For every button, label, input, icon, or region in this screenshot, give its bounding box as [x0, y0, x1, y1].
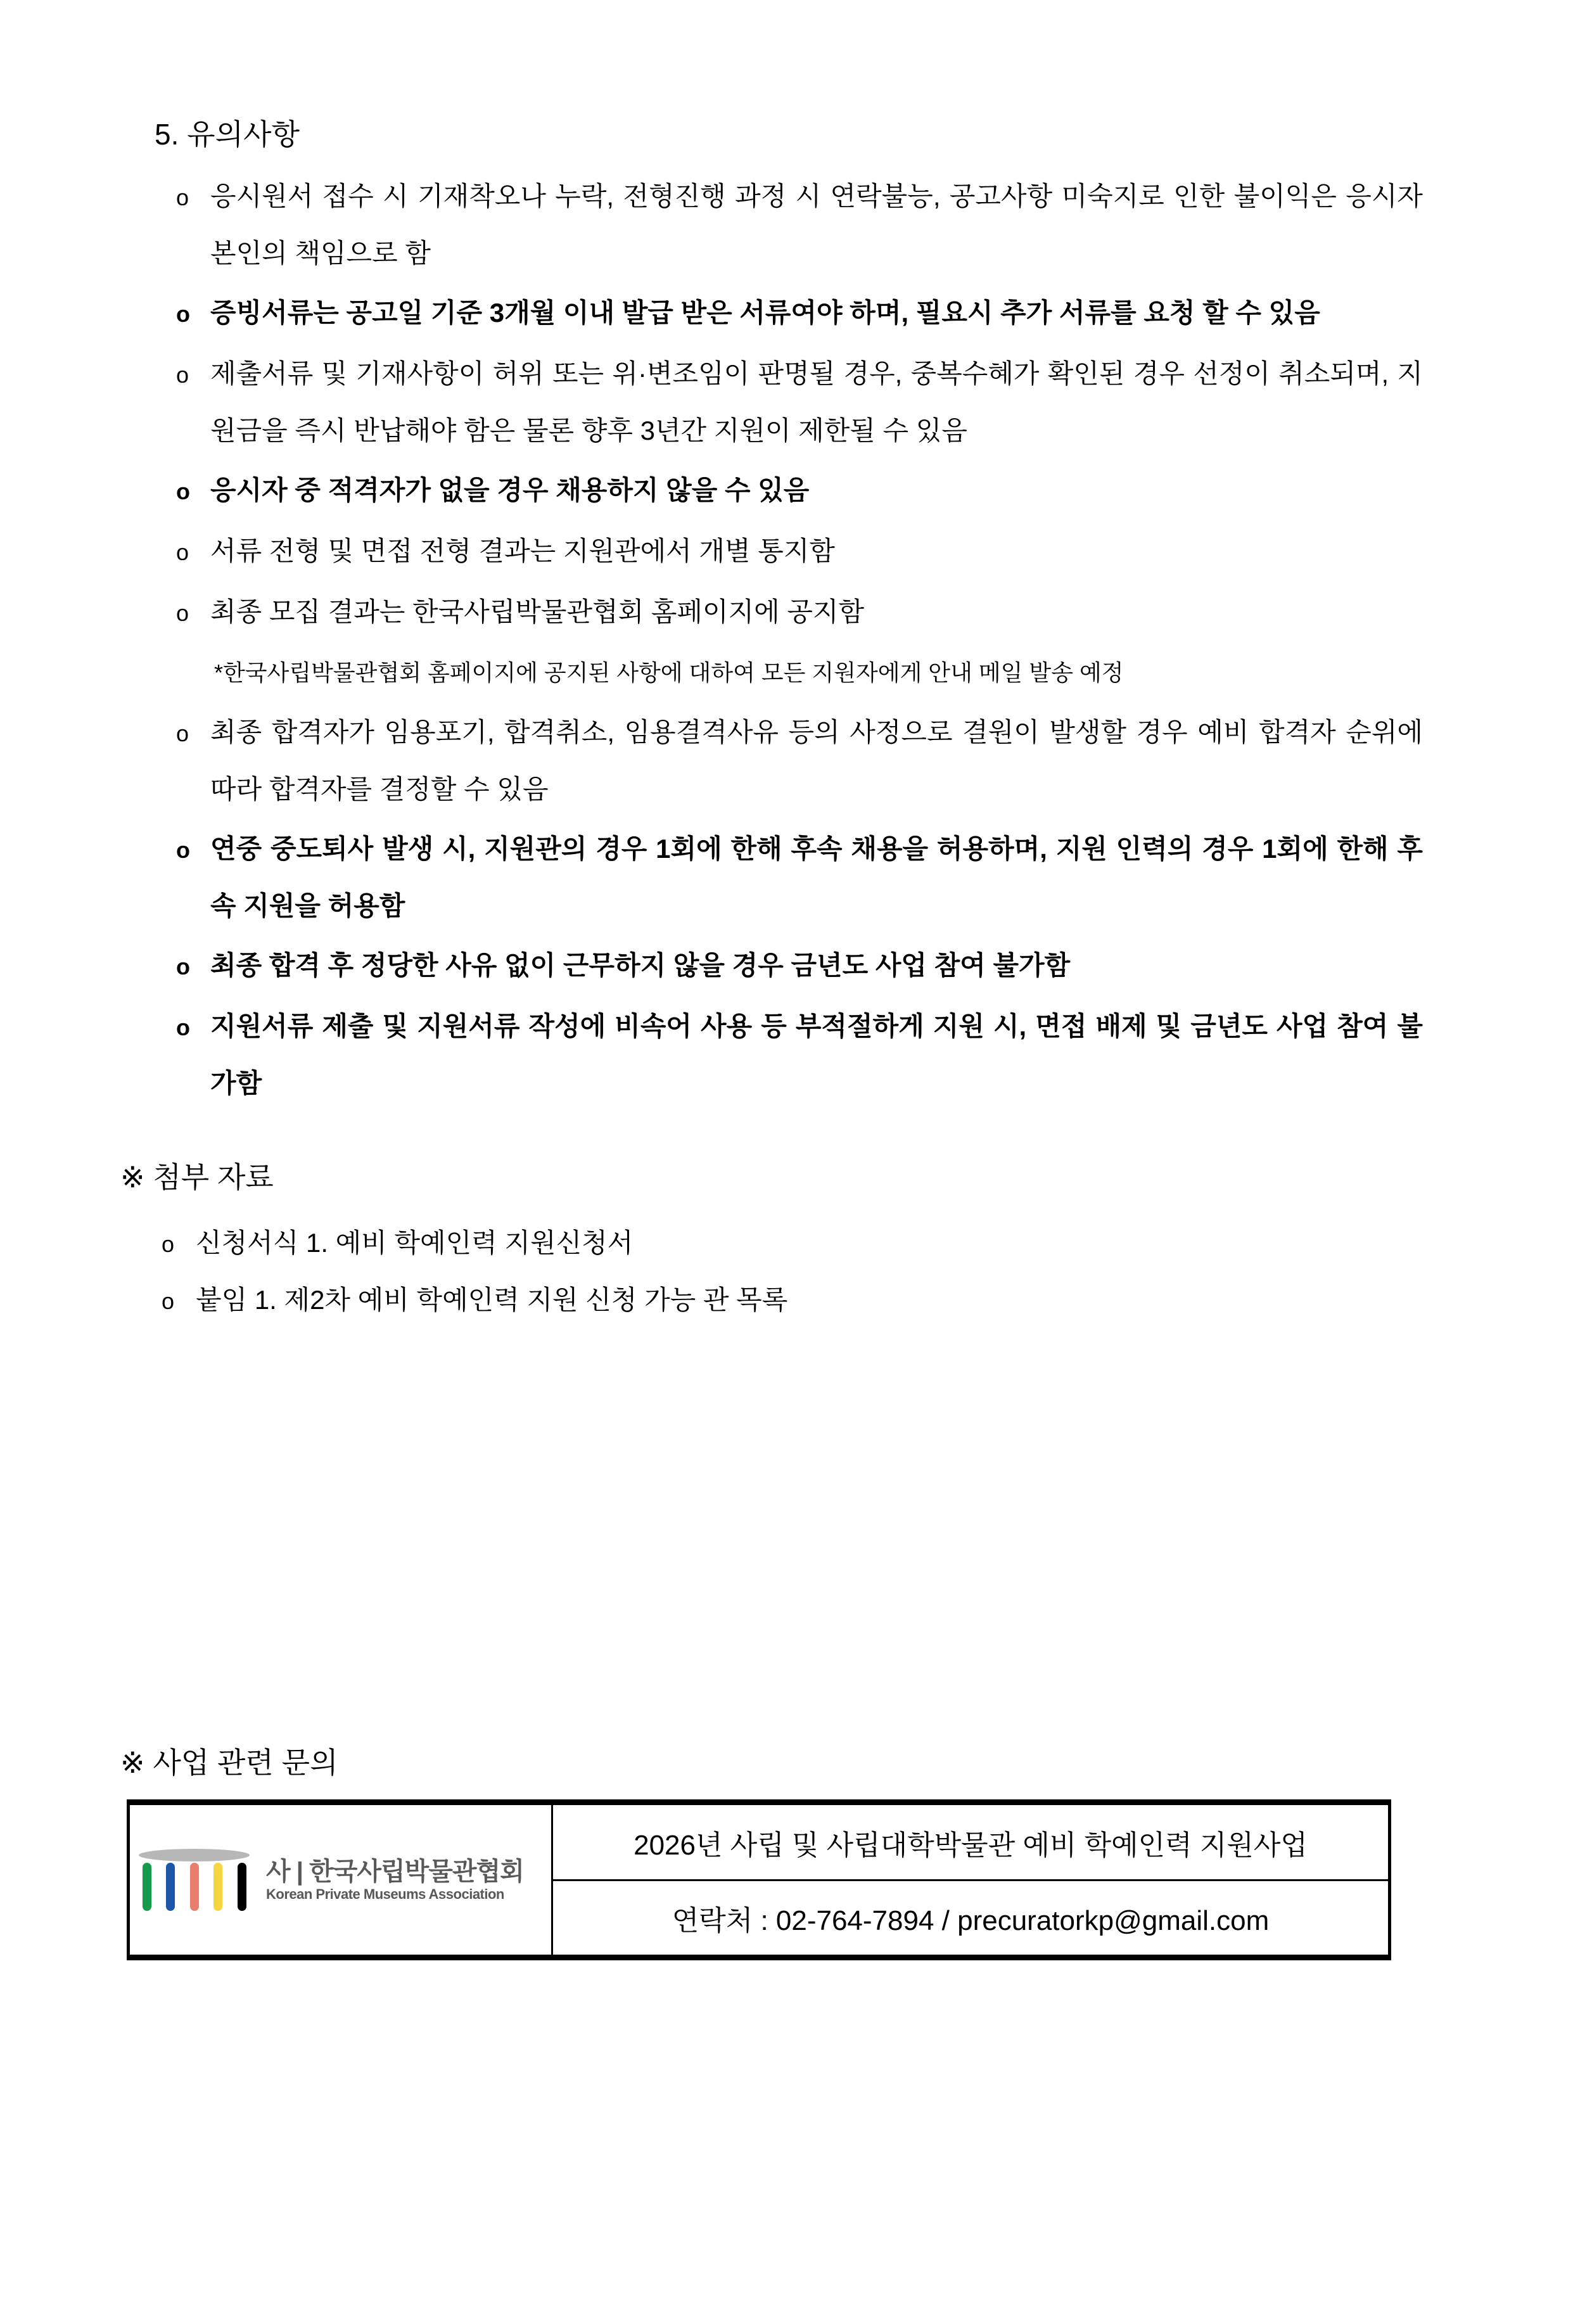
bullet-icon: o — [162, 1288, 175, 1314]
bullet-icon: o — [176, 837, 190, 863]
notice-item-text: 최종 합격자가 임용포기, 합격취소, 임용결격사유 등의 사정으로 결원이 발생할 경우 예비 합격자 순위에 따라 합격자를 결정할 수 있음 — [210, 717, 1423, 804]
notice-item-text: 증빙서류는 공고일 기준 3개월 이내 발급 받은 서류여야 하며, 필요시 추가 서류를 요청 할 수 있음 — [210, 298, 1320, 328]
notice-item-text: 최종 합격 후 정당한 사유 없이 근무하지 않을 경우 금년도 사업 참여 불가함 — [210, 950, 1071, 980]
notice-item-text: 연중 중도퇴사 발생 시, 지원관의 경우 1회에 한해 후속 채용을 허용하며, 지원 인력의 경우 1회에 한해 후속 지원을 허용함 — [210, 834, 1423, 921]
logo-roof-shape — [139, 1849, 250, 1861]
notice-list — [0, 169, 1573, 1111]
attachments-list — [0, 1215, 1573, 1329]
bullet-icon: o — [176, 954, 190, 980]
bullet-icon: o — [176, 184, 189, 210]
logo-bar-green — [143, 1863, 151, 1911]
notice-item — [176, 938, 1423, 995]
bullet-icon: o — [176, 539, 189, 565]
notice-item — [176, 821, 1423, 934]
section-heading-attachments: ※ 첨부 자료 — [120, 1161, 274, 1194]
bullet-icon: o — [176, 362, 189, 388]
bullet-icon: o — [176, 600, 189, 626]
logo-bar-yellow — [213, 1863, 222, 1911]
bullet-icon: o — [162, 1231, 175, 1257]
notice-item — [176, 346, 1423, 459]
document-page — [0, 106, 1573, 2324]
notice-item-text: 응시자 중 적격자가 없을 경우 채용하지 않을 수 있음 — [210, 475, 810, 505]
logo-bar-blue — [166, 1863, 175, 1911]
logo-columns-icon — [139, 1849, 250, 1911]
bullet-icon: o — [176, 301, 190, 327]
attachment-item — [162, 1215, 1423, 1272]
notice-item — [176, 999, 1423, 1111]
logo-cell — [130, 1805, 553, 1955]
contact-table — [127, 1799, 1391, 1960]
logo-bar-black — [238, 1863, 246, 1911]
notice-item-text: 서류 전형 및 면접 전형 결과는 지원관에서 개별 통지함 — [210, 536, 835, 566]
section-heading-contact: ※ 사업 관련 문의 — [120, 1746, 338, 1779]
attachment-item-text: 신청서식 1. 예비 학예인력 지원신청서 — [196, 1228, 634, 1258]
notice-item-text: 응시원서 접수 시 기재착오나 누락, 전형진행 과정 시 연락불능, 공고사항 미숙지로 인한 불이익은 응시자 본인의 책임으로 함 — [210, 181, 1423, 268]
logo-english-name: Korean Private Museums Association — [266, 1886, 504, 1902]
section-heading-notes: 5. 유의사항 — [155, 118, 300, 151]
logo-korean-name: 사 | 한국사립박물관협회 — [266, 1858, 524, 1886]
logo-bar-salmon — [190, 1863, 199, 1911]
bullet-icon: o — [176, 478, 190, 504]
attachment-item — [162, 1272, 1423, 1329]
notice-item — [176, 584, 1423, 641]
bullet-icon: o — [176, 720, 189, 746]
notice-footnote: *한국사립박물관협회 홈페이지에 공지된 사항에 대하여 모든 지원자에게 안내 메일 발송 예정 — [214, 660, 1124, 686]
notice-item-text: 지원서류 제출 및 지원서류 작성에 비속어 사용 등 부적절하게 지원 시, 면접 배제 및 금년도 사업 참여 불가함 — [210, 1011, 1423, 1098]
notice-item-text: 최종 모집 결과는 한국사립박물관협회 홈페이지에 공지함 — [210, 597, 865, 627]
notice-item — [176, 285, 1423, 342]
bullet-icon: o — [176, 1014, 190, 1040]
contact-info-cell: 연락처 : 02-764-7894 / precuratorkp@gmail.com — [672, 1905, 1270, 1936]
notice-item — [176, 705, 1423, 817]
program-title-cell: 2026년 사립 및 사립대학박물관 예비 학예인력 지원사업 — [553, 1805, 1388, 1881]
notice-item — [176, 169, 1423, 281]
notice-item-text: 제출서류 및 기재사항이 허위 또는 위·변조임이 판명될 경우, 중복수혜가 확인된 경우 선정이 취소되며, 지원금을 즉시 반납해야 함은 물론 향후 3년간 지원이 제한될 수 있음 — [210, 359, 1423, 445]
kpma-logo — [139, 1849, 524, 1911]
notice-item — [176, 523, 1423, 580]
notice-item — [176, 463, 1423, 520]
attachment-item-text: 붙임 1. 제2차 예비 학예인력 지원 신청 가능 관 목록 — [196, 1285, 788, 1315]
